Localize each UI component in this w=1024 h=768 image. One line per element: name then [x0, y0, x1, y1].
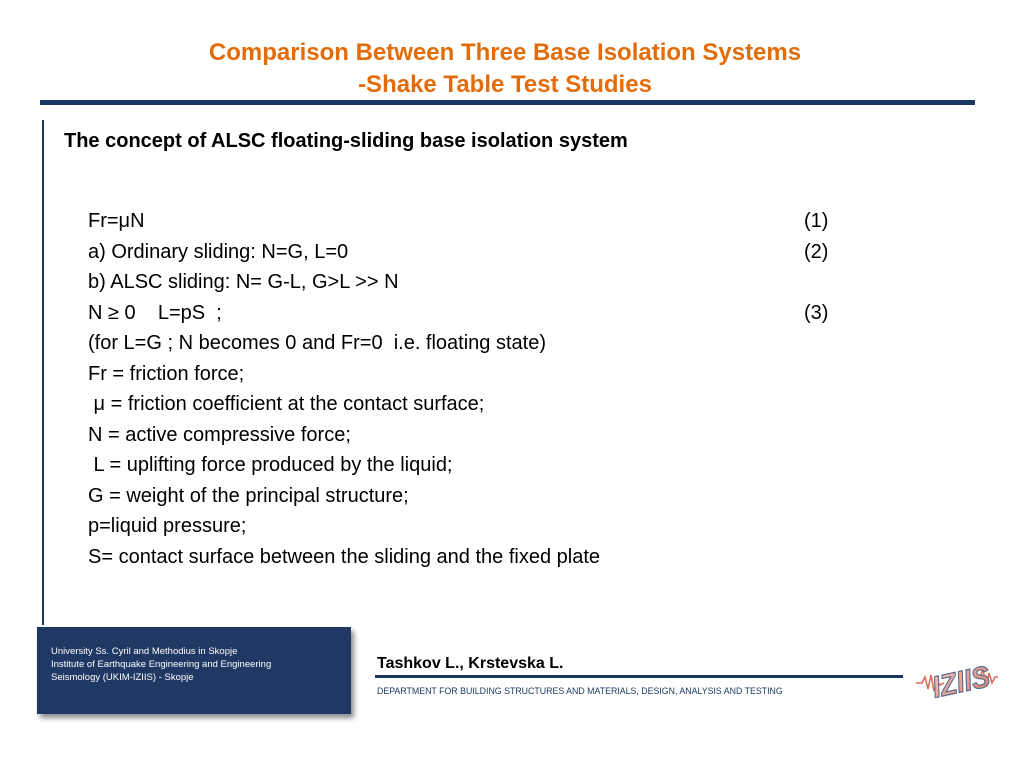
university-info-box — [37, 627, 351, 714]
equation-line — [88, 207, 848, 238]
definition-line — [88, 451, 848, 482]
line-text: a) Ordinary sliding: N=G, L=0 — [88, 240, 349, 263]
line-text: L = uplifting force produced by the liquid; — [88, 454, 453, 476]
line-text: μ = friction coefficient at the contact surface; — [88, 393, 485, 415]
footer-divider — [375, 675, 903, 678]
line-text: N ≥ 0 L=pS ; — [88, 301, 222, 324]
logo-text: IZIIS — [929, 659, 998, 705]
authors: Tashkov L., Krstevska L. — [377, 655, 564, 672]
left-accent-rule — [42, 120, 44, 625]
slide-title-line-2: -Shake Table Test Studies — [358, 71, 652, 98]
slide-subtitle: The concept of ALSC floating-sliding base isolation system — [64, 130, 628, 152]
department-name: DEPARTMENT FOR BUILDING STRUCTURES AND MATERIALS, DESIGN, ANALYSIS AND TESTING — [377, 686, 783, 696]
definition-line — [88, 512, 848, 543]
line-text: Fr=μN — [88, 210, 145, 232]
equation-list — [88, 207, 848, 573]
line-text: N = active compressive force; — [88, 423, 351, 446]
slide-title-line-1: Comparison Between Three Base Isolation Systems — [208, 39, 802, 66]
text-line — [88, 329, 848, 360]
title-divider — [40, 100, 975, 105]
line-text: G = weight of the principal structure; — [88, 484, 409, 507]
line-text: p=liquid pressure; — [88, 515, 247, 537]
equation-line — [88, 268, 848, 299]
line-text: S= contact surface between the sliding and the fixed plate — [88, 545, 601, 568]
university-line: Institute of Earthquake Engineering and Engineering — [51, 659, 272, 670]
definition-line — [88, 482, 848, 513]
slide-title — [0, 37, 1010, 101]
line-text: Fr = friction force; — [88, 362, 245, 385]
equation-line — [88, 299, 848, 330]
iziis-logo — [916, 637, 998, 717]
university-line: University Ss. Cyril and Methodius in Skopje — [51, 646, 238, 657]
equation-number: (2) — [804, 240, 829, 263]
definition-line — [88, 543, 848, 574]
equation-number: (1) — [804, 210, 829, 232]
definition-line — [88, 360, 848, 391]
equation-line — [88, 238, 848, 269]
line-text: b) ALSC sliding: N= G-L, G>L >> N — [88, 271, 399, 293]
definition-line — [88, 421, 848, 452]
definition-line — [88, 390, 848, 421]
equation-number: (3) — [804, 301, 829, 324]
line-text: (for L=G ; N becomes 0 and Fr=0 i.e. floating state) — [88, 332, 546, 354]
university-line: Seismology (UKIM-IZIIS) - Skopje — [51, 672, 194, 683]
